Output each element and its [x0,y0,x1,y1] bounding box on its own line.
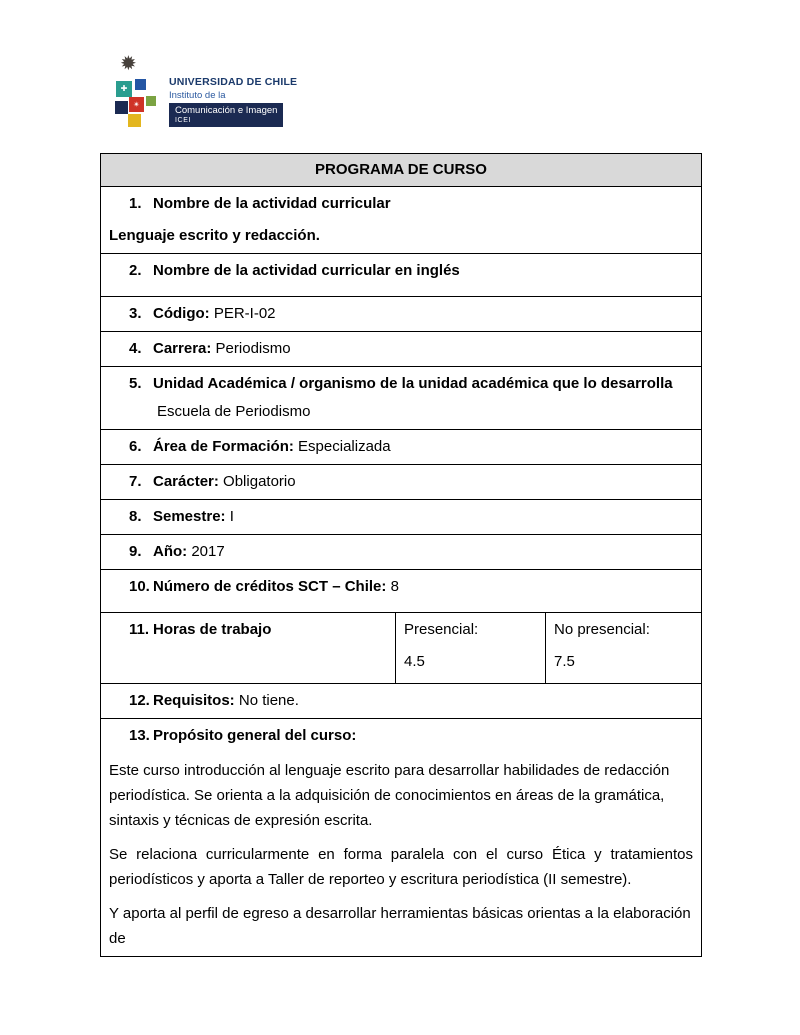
proposito-paragraph-2: Se relaciona curricularmente en forma paralela con el curso Ética y tratamientos periodísticos y aporta a Taller de reporteo y escritura periodística (II semestre). [109,846,693,888]
table-title-row [101,154,702,187]
row10-label: Número de créditos SCT – Chile: [153,578,387,595]
caracter-value: Obligatorio [223,473,296,490]
logo-acronym: ICEI [175,117,192,124]
cell-nombre-actividad [101,187,702,254]
row6-number: 6. [129,438,142,455]
row12-number: 12. [129,692,150,709]
row13-label-line [109,727,693,744]
row11-label-line [109,621,387,638]
crest-square-teal-icon: ✚ [116,81,132,97]
row-nombre-actividad [101,187,702,254]
row3-label: Código: [153,305,210,322]
row-ano [101,535,702,570]
row-carrera [101,332,702,367]
crest-square-navy-icon [115,101,128,114]
row5-label-line [109,375,693,392]
logo-institute-bar [169,103,283,127]
logo-institute-line1: Instituto de la [169,90,226,101]
row7-label-line [109,473,693,490]
no-presencial-label: No presencial: [554,621,650,638]
course-program-table [100,153,702,957]
row8-number: 8. [129,508,142,525]
row-semestre [101,500,702,535]
cell-unidad-academica [101,367,702,430]
cell-caracter [101,465,702,500]
row1-number: 1. [129,195,142,212]
crest-square-yellow-icon [128,114,141,127]
table-title: PROGRAMA DE CURSO [101,154,702,187]
cell-semestre [101,500,702,535]
cell-area-formacion [101,430,702,465]
creditos-value: 8 [390,578,399,595]
row7-label: Carácter: [153,473,219,490]
crest-square-blue-icon [135,79,146,90]
proposito-paragraph-1: Este curso introducción al lenguaje escrito para desarrollar habilidades de redacción periodística. Se orienta a la adquisición de conocimientos en áreas de la gramática, sintaxis y técnicas de expresión escrita. [109,762,670,829]
presencial-label: Presencial: [404,621,479,638]
university-crest-icon [114,53,160,136]
row5-number: 5. [129,375,142,392]
cell-proposito [101,719,702,957]
semestre-value: I [229,508,234,525]
cell-creditos [101,570,702,613]
row4-label-line [109,340,693,357]
logo-text-block [169,56,297,127]
cell-codigo [101,297,702,332]
ano-value: 2017 [191,543,225,560]
row6-label: Área de Formación: [153,438,294,455]
university-logo [114,53,298,136]
row-requisitos [101,684,702,719]
row11-label: Horas de trabajo [153,621,272,638]
no-presencial-value: 7.5 [554,653,575,670]
row1-label-line [109,195,693,212]
cell-horas-presencial [396,613,546,684]
cell-horas-trabajo-label [101,613,396,684]
unidad-academica-value: Escuela de Periodismo [157,403,311,420]
cell-horas-no-presencial [546,613,702,684]
crest-square-red-icon: ✴ [129,97,144,112]
row4-label: Carrera: [153,340,212,357]
row13-label: Propósito general del curso: [153,727,357,744]
row11-number: 11. [129,621,150,638]
row7-number: 7. [129,473,142,490]
row9-number: 9. [129,543,142,560]
row9-label-line [109,543,693,560]
row-unidad-academica [101,367,702,430]
row5-label: Unidad Académica / organismo de la unidad académica que lo desarrolla [153,375,673,392]
cell-nombre-ingles [101,254,702,297]
row-codigo [101,297,702,332]
row3-label-line [109,305,693,322]
row4-number: 4. [129,340,142,357]
carrera-value: Periodismo [215,340,291,357]
row8-label: Semestre: [153,508,226,525]
row2-label: Nombre de la actividad curricular en inglés [153,262,460,279]
row8-label-line [109,508,693,525]
row10-label-line [109,578,693,595]
row-creditos [101,570,702,613]
logo-university-name: UNIVERSIDAD DE CHILE [169,76,298,88]
logo-institute-line2: Comunicación e Imagen [175,105,278,116]
row10-number: 10. [129,578,150,595]
codigo-value: PER-I-02 [213,305,276,322]
row13-number: 13. [129,727,150,744]
row2-label-line [109,262,693,279]
row1-label: Nombre de la actividad curricular [153,195,391,212]
row2-number: 2. [129,262,142,279]
row-proposito [101,719,702,957]
presencial-value: 4.5 [404,653,425,670]
area-formacion-value: Especializada [298,438,391,455]
row12-label: Requisitos: [153,692,235,709]
starburst-icon: ✹ [120,53,137,75]
row-nombre-ingles [101,254,702,297]
course-name-value: Lenguaje escrito y redacción. [109,227,320,244]
proposito-paragraph-3: Y aporta al perfil de egreso a desarrollar herramientas básicas orientas a la elaboración de [109,905,691,947]
crest-square-green-icon [146,96,156,106]
row12-label-line [109,692,693,709]
row9-label: Año: [153,543,188,560]
requisitos-value: No tiene. [238,692,299,709]
cell-requisitos [101,684,702,719]
cell-carrera [101,332,702,367]
row6-label-line [109,438,693,455]
cell-ano [101,535,702,570]
row3-number: 3. [129,305,142,322]
row-horas-trabajo [101,613,702,684]
row-caracter [101,465,702,500]
row-area-formacion [101,430,702,465]
